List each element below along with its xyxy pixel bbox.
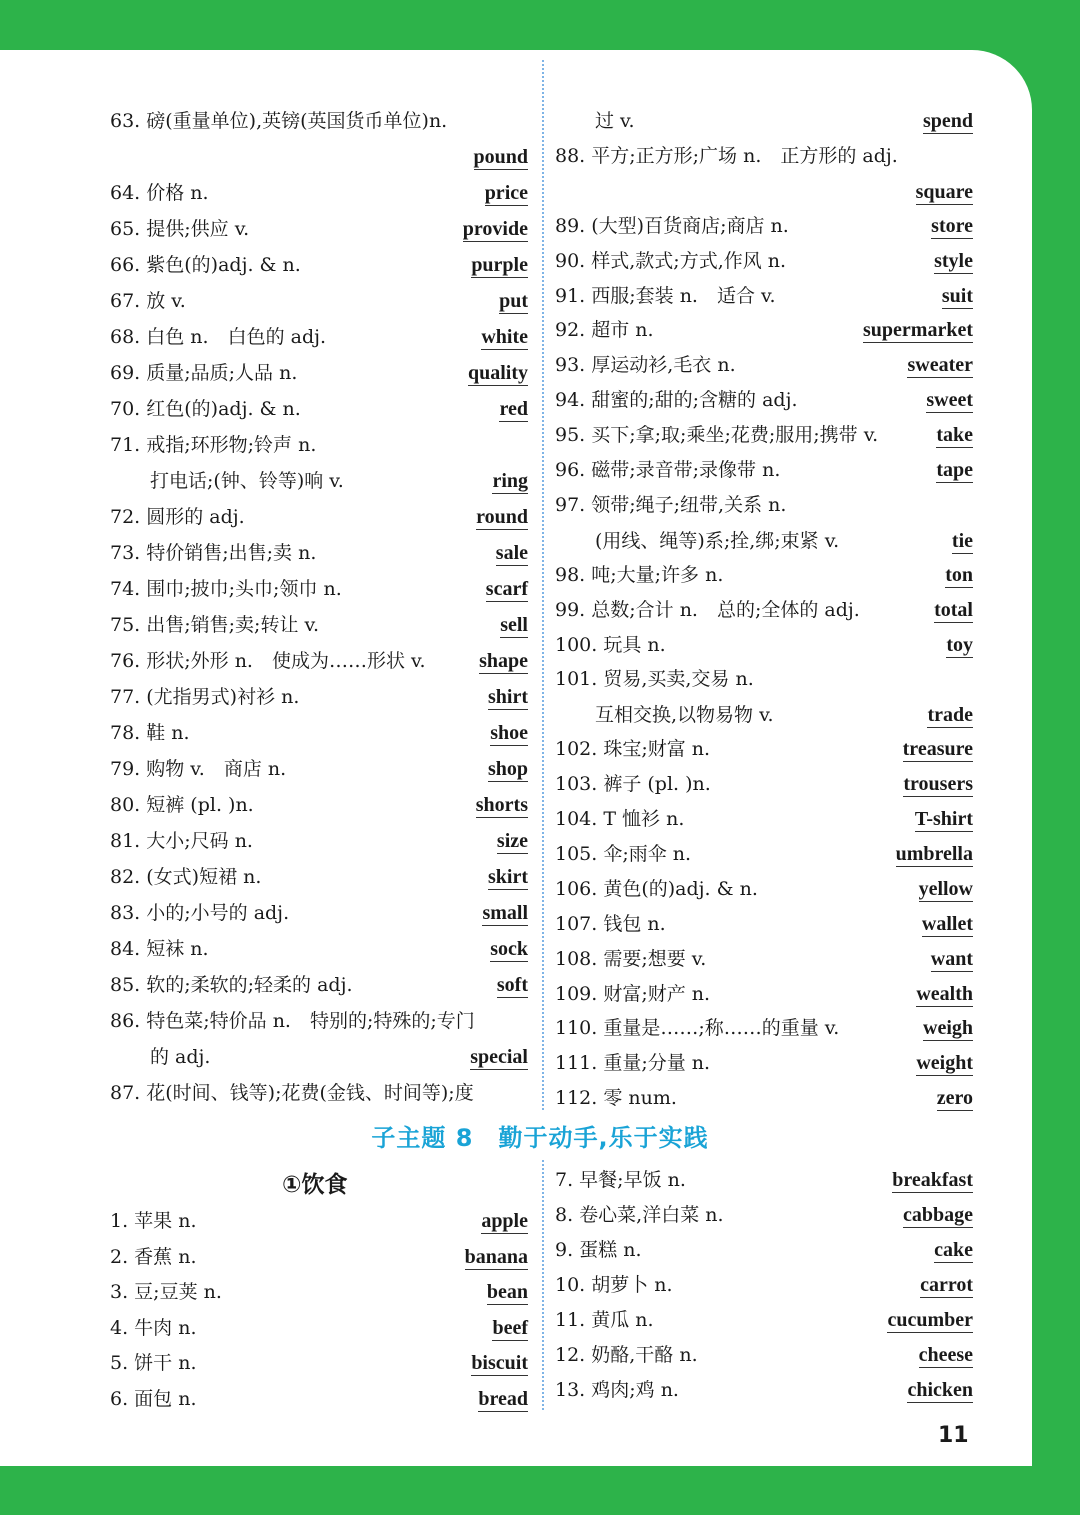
entry-english: shoe bbox=[490, 722, 528, 744]
entry-english: apple bbox=[481, 1210, 528, 1232]
vocab-entry bbox=[110, 1351, 528, 1375]
vocab-entry bbox=[555, 144, 973, 204]
entry-chinese: 81. 大小;尺码 n. bbox=[110, 830, 253, 852]
vocab-entry bbox=[110, 109, 528, 169]
vocab-entry bbox=[110, 973, 528, 997]
entry-chinese-line2: 打电话;(钟、铃等)响 v. bbox=[150, 470, 344, 492]
entry-chinese: 79. 购物 v. 商店 n. bbox=[110, 758, 287, 780]
entry-english: provide bbox=[462, 218, 528, 240]
vocab-entry bbox=[555, 284, 973, 308]
entry-english: sock bbox=[490, 938, 528, 960]
entry-chinese: 72. 圆形的 adj. bbox=[110, 506, 245, 528]
entry-chinese: 87. 花(时间、钱等);花费(金钱、时间等);度 bbox=[110, 1082, 474, 1104]
vocab-entry bbox=[110, 721, 528, 745]
entry-english: style bbox=[934, 249, 973, 272]
entry-english: tie bbox=[951, 529, 973, 552]
entry-chinese: 13. 鸡肉;鸡 n. bbox=[555, 1379, 679, 1401]
entry-chinese: 63. 磅(重量单位),英镑(英国货币单位)n. bbox=[110, 110, 448, 132]
column-divider bbox=[542, 60, 544, 1110]
page-number: 11 bbox=[938, 1423, 969, 1448]
entry-chinese: 6. 面包 n. bbox=[110, 1388, 197, 1410]
entry-chinese-line2: 的 adj. bbox=[150, 1046, 211, 1068]
entry-english: small bbox=[482, 902, 528, 924]
vocab-entry bbox=[110, 217, 528, 241]
column-divider-lower bbox=[542, 1160, 544, 1410]
vocab-entry bbox=[555, 1016, 973, 1040]
vocab-entry bbox=[110, 937, 528, 961]
entry-chinese: 11. 黄瓜 n. bbox=[555, 1309, 654, 1331]
vocab-entry bbox=[110, 649, 528, 673]
entry-english: scarf bbox=[485, 578, 528, 600]
entry-english: bean bbox=[486, 1281, 528, 1304]
entry-chinese: 1. 苹果 n. bbox=[110, 1210, 197, 1232]
entry-chinese-line2: (用线、绳等)系;拴,绑;束紧 v. bbox=[595, 529, 840, 552]
vocab-entry bbox=[110, 793, 528, 817]
vocab-entry bbox=[555, 772, 973, 796]
entry-english: sale bbox=[495, 542, 528, 564]
entry-chinese: 103. 裤子 (pl. )n. bbox=[555, 773, 711, 796]
entry-english: toy bbox=[946, 633, 973, 656]
vocab-entry bbox=[555, 1238, 973, 1262]
entry-english: trousers bbox=[903, 773, 973, 796]
entry-english: supermarket bbox=[863, 319, 973, 342]
entry-chinese: 9. 蛋糕 n. bbox=[555, 1239, 642, 1261]
entry-chinese: 106. 黄色(的)adj. & n. bbox=[555, 877, 758, 900]
vocab-entry bbox=[110, 1209, 528, 1233]
entry-english: white bbox=[481, 326, 528, 348]
vocab-entry bbox=[110, 1009, 528, 1069]
entry-chinese: 88. 平方;正方形;广场 n. 正方形的 adj. bbox=[555, 144, 898, 167]
entry-chinese: 110. 重量是……;称……的重量 v. bbox=[555, 1017, 840, 1040]
entry-chinese: 86. 特色菜;特价品 n. 特别的;特殊的;专门 bbox=[110, 1010, 475, 1032]
entry-english: bread bbox=[478, 1388, 528, 1410]
entry-english: zero bbox=[936, 1087, 973, 1110]
vocab-entry bbox=[110, 901, 528, 925]
entry-chinese: 107. 钱包 n. bbox=[555, 912, 666, 935]
vocab-entry bbox=[555, 1273, 973, 1297]
entry-chinese: 66. 紫色(的)adj. & n. bbox=[110, 254, 301, 276]
vocab-entry bbox=[555, 1086, 973, 1110]
entry-chinese: 67. 放 v. bbox=[110, 290, 186, 312]
vocab-entry bbox=[555, 423, 973, 447]
vocab-entry bbox=[555, 737, 973, 761]
entry-english: wealth bbox=[916, 982, 973, 1005]
entry-chinese: 105. 伞;雨伞 n. bbox=[555, 842, 692, 865]
vocab-entry bbox=[110, 829, 528, 853]
entry-chinese: 3. 豆;豆荚 n. bbox=[110, 1281, 222, 1304]
entry-english: shape bbox=[479, 650, 528, 672]
vocab-entry bbox=[110, 361, 528, 385]
entry-english: wallet bbox=[921, 912, 973, 935]
vocab-entry bbox=[555, 1343, 973, 1367]
vocab-entry bbox=[555, 249, 973, 273]
entry-chinese: 74. 围巾;披巾;头巾;领巾 n. bbox=[110, 578, 342, 600]
entry-english: ring bbox=[492, 470, 528, 492]
vocab-entry bbox=[110, 181, 528, 205]
vocab-entry bbox=[555, 877, 973, 901]
vocab-entry bbox=[555, 214, 973, 238]
entry-chinese: 93. 厚运动衫,毛衣 n. bbox=[555, 354, 736, 377]
entry-chinese: 89. (大型)百货商店;商店 n. bbox=[555, 214, 789, 237]
entry-english: treasure bbox=[902, 738, 973, 761]
entry-english: put bbox=[499, 290, 528, 312]
entry-chinese: 12. 奶酪,干酪 n. bbox=[555, 1344, 698, 1366]
entry-english: red bbox=[499, 398, 528, 420]
vocab-entry bbox=[555, 598, 973, 622]
entry-english: trade bbox=[927, 704, 973, 727]
entry-chinese: 83. 小的;小号的 adj. bbox=[110, 902, 290, 924]
entry-english: shirt bbox=[488, 686, 528, 708]
entry-english: breakfast bbox=[892, 1169, 973, 1191]
vocab-entry bbox=[555, 1203, 973, 1227]
entry-english: sweater bbox=[907, 354, 973, 377]
vocab-entry bbox=[110, 325, 528, 349]
entry-english: cheese bbox=[918, 1344, 973, 1366]
entry-chinese: 95. 买下;拿;取;乘坐;花费;服用;携带 v. bbox=[555, 424, 879, 447]
vocab-entry bbox=[555, 458, 973, 482]
entry-chinese: 68. 白色 n. 白色的 adj. bbox=[110, 326, 327, 348]
vocab-entry bbox=[555, 353, 973, 377]
entry-chinese: 78. 鞋 n. bbox=[110, 722, 190, 744]
entry-chinese: 98. 吨;大量;许多 n. bbox=[555, 563, 724, 586]
entry-chinese: 109. 财富;财产 n. bbox=[555, 982, 711, 1005]
entry-english: chicken bbox=[907, 1379, 973, 1401]
entry-chinese: 97. 领带;绳子;纽带,关系 n. bbox=[555, 493, 787, 516]
entry-english: sell bbox=[500, 614, 528, 636]
entry-chinese: 112. 零 num. bbox=[555, 1087, 677, 1110]
entry-english: banana bbox=[464, 1245, 528, 1268]
entry-chinese: 92. 超市 n. bbox=[555, 319, 654, 342]
entry-chinese: 111. 重量;分量 n. bbox=[555, 1052, 711, 1075]
entry-chinese: 100. 玩具 n. bbox=[555, 633, 666, 656]
vocab-entry bbox=[555, 318, 973, 342]
entry-english: sweet bbox=[926, 389, 973, 412]
vocab-entry bbox=[555, 563, 973, 587]
entry-chinese: 84. 短袜 n. bbox=[110, 938, 209, 960]
entry-chinese: 70. 红色(的)adj. & n. bbox=[110, 398, 301, 420]
entry-chinese: 102. 珠宝;财富 n. bbox=[555, 738, 711, 761]
entry-chinese: 7. 早餐;早饭 n. bbox=[555, 1169, 686, 1191]
entry-chinese: 71. 戒指;环形物;铃声 n. bbox=[110, 434, 317, 456]
vocab-entry bbox=[110, 1280, 528, 1304]
entry-english: suit bbox=[941, 284, 973, 307]
entry-chinese: 64. 价格 n. bbox=[110, 182, 209, 204]
entry-english: ton bbox=[945, 563, 973, 586]
entry-chinese: 8. 卷心菜,洋白菜 n. bbox=[555, 1204, 724, 1226]
entry-chinese: 5. 饼干 n. bbox=[110, 1352, 197, 1375]
section-title: ①饮食 bbox=[282, 1172, 348, 1198]
vocab-entry bbox=[110, 397, 528, 421]
entry-chinese: 82. (女式)短裙 n. bbox=[110, 866, 262, 888]
vocab-entry bbox=[110, 865, 528, 889]
entry-chinese: 73. 特价销售;出售;卖 n. bbox=[110, 542, 317, 564]
entry-english: special bbox=[470, 1046, 528, 1068]
entry-english: yellow bbox=[918, 877, 973, 900]
vocab-entry bbox=[555, 493, 973, 553]
entry-chinese: 69. 质量;品质;人品 n. bbox=[110, 362, 298, 384]
entry-chinese: 76. 形状;外形 n. 使成为……形状 v. bbox=[110, 650, 426, 672]
vocab-entry bbox=[110, 253, 528, 277]
vocab-entry bbox=[555, 1051, 973, 1075]
entry-chinese: 77. (尤指男式)衬衫 n. bbox=[110, 686, 300, 708]
entry-chinese: 96. 磁带;录音带;录像带 n. bbox=[555, 459, 781, 481]
entry-chinese: 80. 短裤 (pl. )n. bbox=[110, 794, 254, 816]
entry-english: purple bbox=[471, 254, 528, 276]
entry-english: price bbox=[484, 182, 528, 204]
entry-english: round bbox=[476, 506, 528, 528]
entry-chinese: 10. 胡萝卜 n. bbox=[555, 1274, 673, 1296]
vocab-entry bbox=[555, 982, 973, 1006]
vocab-entry bbox=[110, 577, 528, 601]
entry-english: size bbox=[496, 830, 528, 852]
vocab-entry bbox=[555, 1308, 973, 1332]
entry-chinese: 4. 牛肉 n. bbox=[110, 1316, 197, 1339]
entry-english: spend bbox=[922, 110, 973, 132]
vocab-entry bbox=[110, 433, 528, 493]
entry-english: umbrella bbox=[895, 842, 973, 865]
entry-chinese: 99. 总数;合计 n. 总的;全体的 adj. bbox=[555, 598, 860, 621]
subtopic-title: 子主题 8 勤于动手,乐于实践 bbox=[371, 1124, 709, 1152]
entry-chinese: 过 v. bbox=[595, 110, 635, 132]
vocab-entry bbox=[110, 1387, 528, 1411]
vocab-entry bbox=[110, 1245, 528, 1269]
vocab-entry bbox=[555, 842, 973, 866]
entry-chinese: 90. 样式,款式;方式,作风 n. bbox=[555, 249, 787, 272]
entry-chinese-line2: 互相交换,以物易物 v. bbox=[595, 704, 774, 727]
vocab-entry bbox=[110, 289, 528, 313]
entry-english: take bbox=[936, 424, 973, 447]
entry-english: shop bbox=[487, 758, 528, 780]
entry-chinese: 108. 需要;想要 v. bbox=[555, 947, 707, 970]
entry-chinese: 104. T 恤衫 n. bbox=[555, 808, 685, 830]
entry-english: store bbox=[931, 214, 973, 237]
entry-english: pound bbox=[473, 146, 528, 168]
entry-english: T-shirt bbox=[914, 808, 973, 830]
entry-chinese: 94. 甜蜜的;甜的;含糖的 adj. bbox=[555, 389, 798, 412]
vocab-entry bbox=[555, 807, 973, 831]
entry-english: weight bbox=[916, 1052, 973, 1075]
vocab-entry bbox=[110, 1081, 528, 1105]
vocab-entry bbox=[555, 109, 973, 133]
vocab-entry bbox=[555, 1168, 973, 1192]
entry-english: soft bbox=[496, 974, 528, 996]
entry-english: cake bbox=[934, 1239, 973, 1261]
entry-english: beef bbox=[492, 1316, 528, 1339]
entry-english: quality bbox=[467, 362, 528, 384]
entry-chinese: 91. 西服;套装 n. 适合 v. bbox=[555, 284, 776, 307]
entry-english: cucumber bbox=[887, 1309, 973, 1331]
entry-english: biscuit bbox=[471, 1352, 528, 1375]
entry-english: shorts bbox=[475, 794, 528, 816]
entry-english: tape bbox=[936, 459, 973, 481]
entry-chinese: 75. 出售;销售;卖;转让 v. bbox=[110, 614, 320, 636]
vocab-entry bbox=[555, 912, 973, 936]
vocab-entry bbox=[555, 1378, 973, 1402]
vocab-entry bbox=[110, 1316, 528, 1340]
vocab-entry bbox=[110, 685, 528, 709]
entry-english: weigh bbox=[923, 1017, 973, 1040]
vocab-entry bbox=[110, 613, 528, 637]
entry-chinese: 65. 提供;供应 v. bbox=[110, 218, 250, 240]
vocab-entry bbox=[110, 505, 528, 529]
vocab-entry bbox=[555, 388, 973, 412]
vocab-entry bbox=[555, 667, 973, 727]
entry-english: skirt bbox=[488, 866, 528, 888]
entry-chinese: 2. 香蕉 n. bbox=[110, 1245, 197, 1268]
entry-english: square bbox=[915, 180, 973, 203]
entry-english: cabbage bbox=[903, 1204, 973, 1226]
entry-chinese: 101. 贸易,买卖,交易 n. bbox=[555, 668, 754, 691]
vocab-entry bbox=[555, 947, 973, 971]
entry-english: want bbox=[930, 947, 973, 970]
entry-english: total bbox=[934, 598, 973, 621]
vocab-entry bbox=[110, 541, 528, 565]
entry-english: carrot bbox=[920, 1274, 973, 1296]
vocab-entry bbox=[555, 633, 973, 657]
entry-chinese: 85. 软的;柔软的;轻柔的 adj. bbox=[110, 974, 353, 996]
vocab-entry bbox=[110, 757, 528, 781]
